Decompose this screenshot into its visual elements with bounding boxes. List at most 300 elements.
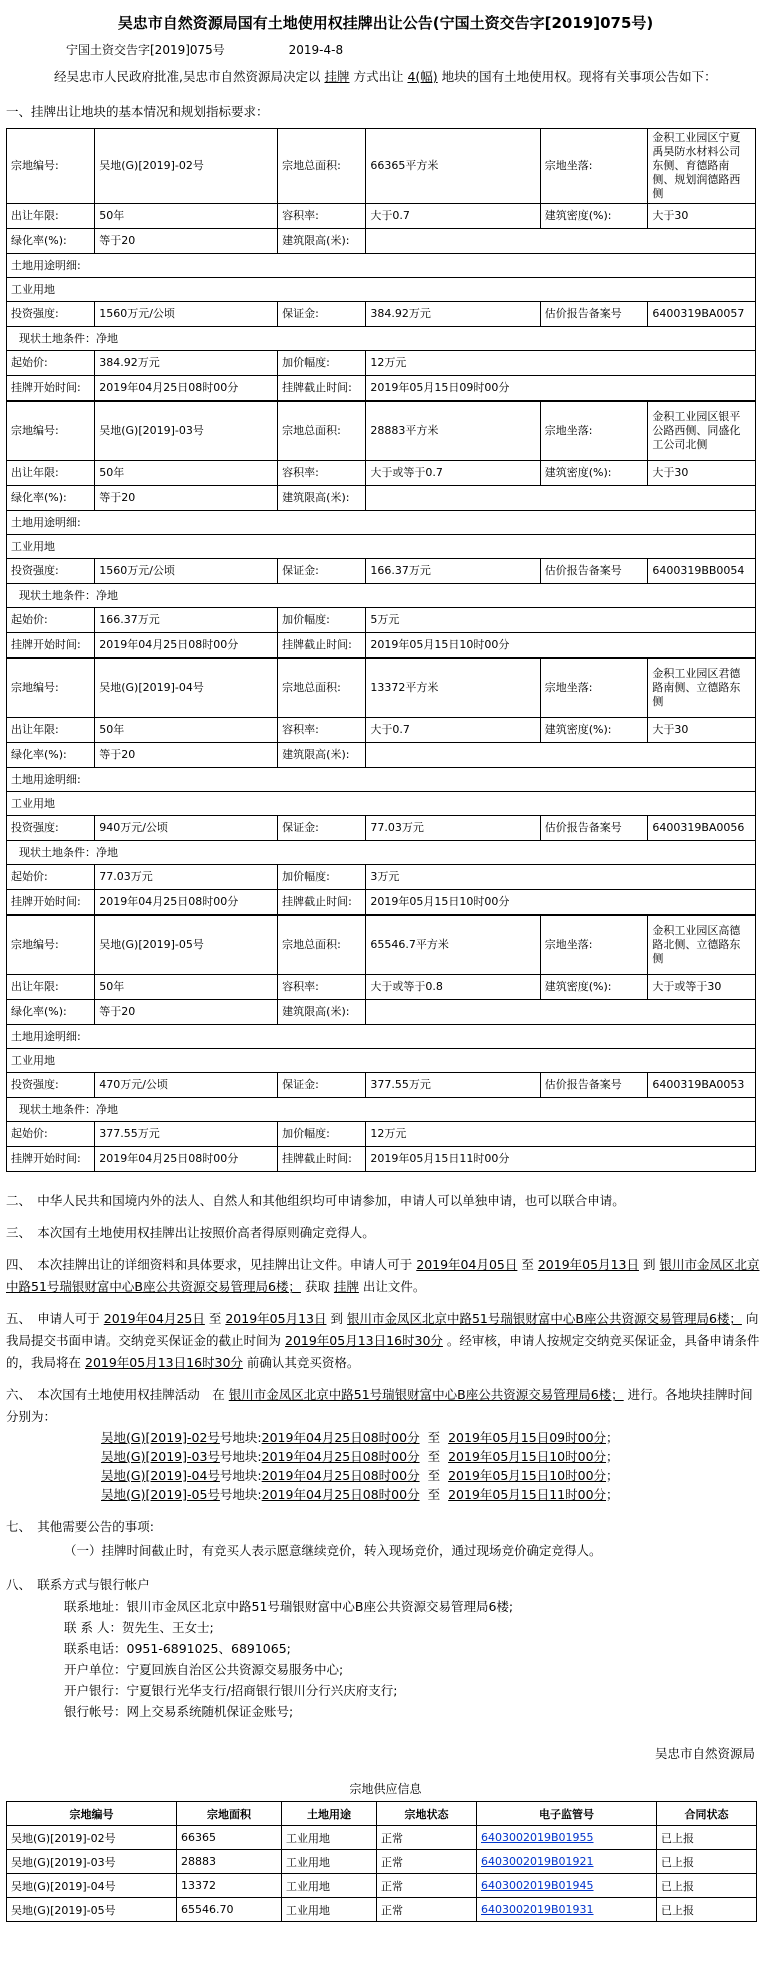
supply-cell: 工业用地 <box>282 1826 377 1850</box>
s5-confirm-time: 2019年05月13日16时30分 <box>85 1355 243 1370</box>
label-start-time: 挂牌开始时间: <box>7 633 95 658</box>
listing-time-item <box>101 1428 765 1447</box>
supply-row <box>7 1874 757 1898</box>
s4-text-e: 出让文件。 <box>362 1279 426 1294</box>
parcel-row-condition <box>7 584 756 608</box>
label-green: 绿化率(%): <box>7 1000 95 1025</box>
parcel-report: 6400319BA0053 <box>648 1073 756 1098</box>
parcel-row-code <box>7 129 756 204</box>
supply-cell: 正常 <box>377 1898 477 1922</box>
parcel-start-price: 166.37万元 <box>95 608 278 633</box>
parcel-row-code <box>7 402 756 461</box>
parcel-term: 50年 <box>95 718 278 743</box>
label-use-detail: 土地用途明细: <box>7 254 756 278</box>
supply-table <box>6 1801 757 1922</box>
parcel-increment: 12万元 <box>366 1122 756 1147</box>
label-start-time: 挂牌开始时间: <box>7 376 95 401</box>
parcel-row-price <box>7 865 756 890</box>
parcel-location: 金积工业园区宁夏禹昊防水材料公司东侧、育德路南侧、规划润德路西侧 <box>648 129 756 204</box>
parcel-far: 大于0.7 <box>366 204 540 229</box>
item-code: 吴地(G)[2019]-04号 <box>101 1468 220 1483</box>
supervision-link[interactable]: 6403002019B01931 <box>481 1903 594 1916</box>
contact-line: 联系电话：0951-6891025、6891065; <box>64 1641 291 1656</box>
item-to: 至 <box>427 1449 441 1464</box>
parcel-density: 大于30 <box>648 204 756 229</box>
label-use-detail: 土地用途明细: <box>7 1025 756 1049</box>
parcel-location: 金积工业园区君德路南侧、立德路东侧 <box>648 659 756 718</box>
parcel-invest: 1560万元/公顷 <box>95 559 278 584</box>
label-area: 宗地总面积: <box>278 402 366 461</box>
parcel-row-green <box>7 229 756 254</box>
s5-place: 银川市金凤区北京中路51号瑞银财富中心B座公共资源交易管理局6楼； <box>346 1311 742 1326</box>
section-7-title: 七、 其他需要公告的事项: <box>6 1519 154 1534</box>
item-code: 吴地(G)[2019]-03号 <box>101 1449 220 1464</box>
label-invest: 投资强度: <box>7 559 95 584</box>
item-code: 吴地(G)[2019]-02号 <box>101 1430 220 1445</box>
label-condition: 现状土地条件： <box>19 331 96 345</box>
s4-date-2: 2019年05月13日 <box>537 1257 639 1272</box>
parcel-area: 65546.7平方米 <box>366 916 540 975</box>
label-code: 宗地编号: <box>7 402 95 461</box>
parcel-row-invest <box>7 816 756 841</box>
parcel-condition-cell <box>7 327 756 351</box>
item-mid: 号地块: <box>219 1487 262 1502</box>
intro-method: 挂牌 <box>324 69 350 84</box>
supply-cell: 正常 <box>377 1874 477 1898</box>
parcel-green: 等于20 <box>95 486 278 511</box>
label-height: 建筑限高(米): <box>278 229 366 254</box>
parcel-use: 工业用地 <box>7 1049 756 1073</box>
intro-text-1: 经吴忠市人民政府批准,吴忠市自然资源局决定以 <box>54 69 321 84</box>
item-to: 至 <box>427 1430 441 1445</box>
parcel-increment: 5万元 <box>366 608 756 633</box>
parcel-row-green <box>7 486 756 511</box>
s6-place: 银川市金凤区北京中路51号瑞银财富中心B座公共资源交易管理局6楼； <box>228 1387 624 1402</box>
parcel-condition: 净地 <box>96 588 118 602</box>
parcel-condition: 净地 <box>96 845 118 859</box>
supply-cell: 13372 <box>177 1874 282 1898</box>
label-invest: 投资强度: <box>7 1073 95 1098</box>
item-start: 2019年04月25日08时00分 <box>261 1449 420 1464</box>
label-green: 绿化率(%): <box>7 743 95 768</box>
supply-row <box>7 1850 757 1874</box>
parcel-report: 6400319BA0057 <box>648 302 756 327</box>
parcel-area: 28883平方米 <box>366 402 540 461</box>
label-report: 估价报告备案号 <box>540 559 648 584</box>
item-start: 2019年04月25日08时00分 <box>261 1487 420 1502</box>
label-report: 估价报告备案号 <box>540 302 648 327</box>
label-height: 建筑限高(米): <box>278 1000 366 1025</box>
parcel-condition: 净地 <box>96 1102 118 1116</box>
label-density: 建筑密度(%): <box>540 461 648 486</box>
label-code: 宗地编号: <box>7 916 95 975</box>
section-7-item: （一）挂牌时间截止时，有竞买人表示愿意继续竞价，转入现场竞价，通过现场竞价确定竞得人。 <box>64 1543 602 1558</box>
parcel-row-code <box>7 916 756 975</box>
parcel-row-use <box>7 1049 756 1073</box>
s5-deadline: 2019年05月13日16时30分 <box>285 1333 443 1348</box>
page-title: 吴忠市自然资源局国有土地使用权挂牌出让公告(宁国土资交告字[2019]075号) <box>117 14 654 32</box>
supply-header-cell: 宗地面积 <box>177 1802 282 1826</box>
parcel-row-code <box>7 659 756 718</box>
label-start-time: 挂牌开始时间: <box>7 890 95 915</box>
parcel-location: 金积工业园区高德路北侧、立德路东侧 <box>648 916 756 975</box>
s5-date-1: 2019年04月25日 <box>103 1311 205 1326</box>
item-start: 2019年04月25日08时00分 <box>261 1468 420 1483</box>
parcel-row-use-detail <box>7 254 756 278</box>
supply-cell: 65546.70 <box>177 1898 282 1922</box>
parcel-height <box>366 486 756 511</box>
parcel-tables <box>6 128 765 1172</box>
parcel-increment: 3万元 <box>366 865 756 890</box>
supply-cell: 吴地(G)[2019]-02号 <box>7 1826 177 1850</box>
label-green: 绿化率(%): <box>7 486 95 511</box>
parcel-code: 吴地(G)[2019]-04号 <box>95 659 278 718</box>
parcel-density: 大于或等于30 <box>648 975 756 1000</box>
item-end: 2019年05月15日10时00分 <box>448 1468 607 1483</box>
label-green: 绿化率(%): <box>7 229 95 254</box>
label-term: 出让年限: <box>7 718 95 743</box>
parcel-green: 等于20 <box>95 1000 278 1025</box>
supply-cell: 正常 <box>377 1850 477 1874</box>
supply-header-cell: 宗地状态 <box>377 1802 477 1826</box>
supervision-link[interactable]: 6403002019B01921 <box>481 1855 594 1868</box>
doc-number: 宁国土资交告字[2019]075号 <box>66 43 225 57</box>
parcel-height <box>366 743 756 768</box>
label-end-time: 挂牌截止时间: <box>278 1147 366 1172</box>
label-density: 建筑密度(%): <box>540 975 648 1000</box>
contact-line: 联 系 人：贺先生、王女士; <box>64 1620 214 1635</box>
s4-date-1: 2019年04月05日 <box>416 1257 518 1272</box>
parcel-row-green <box>7 743 756 768</box>
parcel-end-time: 2019年05月15日09时00分 <box>366 376 756 401</box>
supervision-link[interactable]: 6403002019B01945 <box>481 1879 594 1892</box>
parcel-use: 工业用地 <box>7 792 756 816</box>
parcel-row-invest <box>7 302 756 327</box>
supervision-link[interactable]: 6403002019B01955 <box>481 1831 594 1844</box>
parcel-row-use <box>7 535 756 559</box>
parcel-green: 等于20 <box>95 229 278 254</box>
label-term: 出让年限: <box>7 975 95 1000</box>
intro-paragraph <box>6 66 765 88</box>
label-condition: 现状土地条件： <box>19 1102 96 1116</box>
parcel-deposit: 384.92万元 <box>366 302 540 327</box>
parcel-start-time: 2019年04月25日08时00分 <box>95 376 278 401</box>
item-to: 至 <box>427 1468 441 1483</box>
supply-cell[interactable] <box>477 1826 657 1850</box>
parcel-row-term <box>7 204 756 229</box>
label-code: 宗地编号: <box>7 659 95 718</box>
parcel-row-time <box>7 1147 756 1172</box>
label-invest: 投资强度: <box>7 302 95 327</box>
s4-text-a: 四、 本次挂牌出让的详细资料和具体要求，见挂牌出让文件。申请人可于 <box>6 1257 413 1272</box>
parcel-green: 等于20 <box>95 743 278 768</box>
supply-row <box>7 1898 757 1922</box>
label-deposit: 保证金: <box>278 302 366 327</box>
parcel-condition-cell <box>7 1098 756 1122</box>
label-location: 宗地坐落: <box>540 916 648 975</box>
parcel-row-invest <box>7 1073 756 1098</box>
s5-text-a: 五、 申请人可于 <box>6 1311 100 1326</box>
parcel-end-time: 2019年05月15日10时00分 <box>366 633 756 658</box>
parcel-start-price: 384.92万元 <box>95 351 278 376</box>
parcel-row-use <box>7 792 756 816</box>
parcel-end-time: 2019年05月15日11时00分 <box>366 1147 756 1172</box>
label-condition: 现状土地条件： <box>19 845 96 859</box>
contact-line: 开户单位：宁夏回族自治区公共资源交易服务中心; <box>64 1662 344 1677</box>
supply-cell: 已上报 <box>657 1874 757 1898</box>
s6-text-b: 进行。各地块挂牌时间分别为： <box>6 1387 753 1424</box>
s5-text-c: 到 <box>330 1311 343 1326</box>
label-code: 宗地编号: <box>7 129 95 204</box>
parcel-deposit: 77.03万元 <box>366 816 540 841</box>
section-6 <box>6 1384 765 1428</box>
signature: 吴忠市自然资源局 <box>654 1746 755 1761</box>
parcel-condition-cell <box>7 841 756 865</box>
listing-time-item <box>101 1466 765 1485</box>
label-area: 宗地总面积: <box>278 916 366 975</box>
label-use-detail: 土地用途明细: <box>7 768 756 792</box>
listing-time-list <box>101 1428 765 1504</box>
parcel-row-use <box>7 278 756 302</box>
supply-cell[interactable] <box>477 1898 657 1922</box>
label-start-time: 挂牌开始时间: <box>7 1147 95 1172</box>
s4-text-c: 到 <box>642 1257 656 1272</box>
parcel-row-condition <box>7 327 756 351</box>
parcel-row-green <box>7 1000 756 1025</box>
parcel-use: 工业用地 <box>7 278 756 302</box>
label-height: 建筑限高(米): <box>278 486 366 511</box>
label-deposit: 保证金: <box>278 559 366 584</box>
parcel-row-use-detail <box>7 511 756 535</box>
parcel-far: 大于或等于0.7 <box>366 461 540 486</box>
parcel-deposit: 377.55万元 <box>366 1073 540 1098</box>
parcel-start-time: 2019年04月25日08时00分 <box>95 890 278 915</box>
section-1-title: 一、挂牌出让地块的基本情况和规划指标要求： <box>6 104 269 119</box>
label-term: 出让年限: <box>7 204 95 229</box>
label-area: 宗地总面积: <box>278 129 366 204</box>
parcel-code: 吴地(G)[2019]-05号 <box>95 916 278 975</box>
s4-method: 挂牌 <box>333 1279 359 1294</box>
item-mid: 号地块: <box>219 1430 262 1445</box>
label-report: 估价报告备案号 <box>540 1073 648 1098</box>
item-end: 2019年05月15日11时00分 <box>448 1487 607 1502</box>
parcel-table <box>6 915 756 1172</box>
supply-cell[interactable] <box>477 1850 657 1874</box>
parcel-row-use-detail <box>7 1025 756 1049</box>
supply-cell[interactable] <box>477 1874 657 1898</box>
label-start-price: 起始价: <box>7 1122 95 1147</box>
item-end: 2019年05月15日09时00分 <box>448 1430 607 1445</box>
doc-date: 2019-4-8 <box>288 43 344 57</box>
contact-list <box>64 1596 765 1722</box>
section-4 <box>6 1254 765 1298</box>
s5-text-d: 向我局提交书面申请。交纳竞买保证金的截止时间为 <box>6 1311 759 1348</box>
parcel-term: 50年 <box>95 461 278 486</box>
label-far: 容积率: <box>278 975 366 1000</box>
parcel-row-term <box>7 975 756 1000</box>
parcel-report: 6400319BA0056 <box>648 816 756 841</box>
label-deposit: 保证金: <box>278 1073 366 1098</box>
parcel-height <box>366 229 756 254</box>
s4-place: 银川市金凤区北京中路51号瑞银财富中心B座公共资源交易管理局6楼； <box>6 1257 760 1294</box>
parcel-row-term <box>7 718 756 743</box>
parcel-table <box>6 128 756 401</box>
supply-cell: 工业用地 <box>282 1898 377 1922</box>
parcel-increment: 12万元 <box>366 351 756 376</box>
label-end-time: 挂牌截止时间: <box>278 376 366 401</box>
label-term: 出让年限: <box>7 461 95 486</box>
label-end-time: 挂牌截止时间: <box>278 633 366 658</box>
parcel-term: 50年 <box>95 975 278 1000</box>
section-8-title: 八、 联系方式与银行帐户 <box>6 1577 150 1592</box>
label-deposit: 保证金: <box>278 816 366 841</box>
parcel-deposit: 166.37万元 <box>366 559 540 584</box>
supply-cell: 正常 <box>377 1826 477 1850</box>
intro-count: 4(幅) <box>407 69 438 84</box>
label-condition: 现状土地条件： <box>19 588 96 602</box>
item-tail: ； <box>606 1487 619 1502</box>
parcel-condition: 净地 <box>96 331 118 345</box>
section-3: 三、 本次国有土地使用权挂牌出让按照价高者得原则确定竞得人。 <box>6 1225 375 1240</box>
label-height: 建筑限高(米): <box>278 743 366 768</box>
item-mid: 号地块: <box>219 1468 262 1483</box>
parcel-location: 金积工业园区银平公路西侧、同盛化工公司北侧 <box>648 402 756 461</box>
parcel-table <box>6 658 756 915</box>
item-to: 至 <box>427 1487 441 1502</box>
parcel-term: 50年 <box>95 204 278 229</box>
parcel-use: 工业用地 <box>7 535 756 559</box>
parcel-row-price <box>7 1122 756 1147</box>
parcel-start-price: 377.55万元 <box>95 1122 278 1147</box>
label-location: 宗地坐落: <box>540 659 648 718</box>
parcel-row-use-detail <box>7 768 756 792</box>
label-start-price: 起始价: <box>7 865 95 890</box>
label-location: 宗地坐落: <box>540 402 648 461</box>
label-report: 估价报告备案号 <box>540 816 648 841</box>
parcel-invest: 940万元/公顷 <box>95 816 278 841</box>
parcel-row-price <box>7 608 756 633</box>
doc-subheader <box>66 41 765 58</box>
supply-header-cell: 宗地编号 <box>7 1802 177 1826</box>
label-increment: 加价幅度: <box>278 1122 366 1147</box>
item-start: 2019年04月25日08时00分 <box>261 1430 420 1445</box>
parcel-invest: 470万元/公顷 <box>95 1073 278 1098</box>
parcel-end-time: 2019年05月15日10时00分 <box>366 890 756 915</box>
contact-line: 联系地址：银川市金凤区北京中路51号瑞银财富中心B座公共资源交易管理局6楼; <box>64 1599 514 1614</box>
supply-header-cell: 土地用途 <box>282 1802 377 1826</box>
supply-cell: 吴地(G)[2019]-04号 <box>7 1874 177 1898</box>
supply-cell: 吴地(G)[2019]-03号 <box>7 1850 177 1874</box>
item-end: 2019年05月15日10时00分 <box>448 1449 607 1464</box>
item-tail: ； <box>606 1449 619 1464</box>
label-far: 容积率: <box>278 718 366 743</box>
s5-text-b: 至 <box>208 1311 222 1326</box>
parcel-far: 大于或等于0.8 <box>366 975 540 1000</box>
parcel-code: 吴地(G)[2019]-03号 <box>95 402 278 461</box>
label-invest: 投资强度: <box>7 816 95 841</box>
supply-cell: 工业用地 <box>282 1874 377 1898</box>
parcel-far: 大于0.7 <box>366 718 540 743</box>
supply-row <box>7 1826 757 1850</box>
supply-cell: 吴地(G)[2019]-05号 <box>7 1898 177 1922</box>
parcel-start-time: 2019年04月25日08时00分 <box>95 633 278 658</box>
parcel-row-invest <box>7 559 756 584</box>
label-increment: 加价幅度: <box>278 865 366 890</box>
label-location: 宗地坐落: <box>540 129 648 204</box>
label-increment: 加价幅度: <box>278 608 366 633</box>
contact-line: 银行帐号：网上交易系统随机保证金账号; <box>64 1704 294 1719</box>
supply-cell: 28883 <box>177 1850 282 1874</box>
parcel-row-time <box>7 376 756 401</box>
parcel-row-price <box>7 351 756 376</box>
supply-title: 宗地供应信息 <box>349 1782 422 1796</box>
supply-cell: 已上报 <box>657 1898 757 1922</box>
intro-text-3: 地块的国有土地使用权。现将有关事项公告如下： <box>441 69 717 84</box>
supply-header-cell: 合同状态 <box>657 1802 757 1826</box>
parcel-row-term <box>7 461 756 486</box>
supply-cell: 66365 <box>177 1826 282 1850</box>
item-mid: 号地块: <box>219 1449 262 1464</box>
listing-time-item <box>101 1447 765 1466</box>
parcel-height <box>366 1000 756 1025</box>
s5-text-e: 。经审核，申请人按规定交纳竞买保证金，具备申请条件的，我局将在 <box>6 1333 760 1370</box>
label-use-detail: 土地用途明细: <box>7 511 756 535</box>
parcel-table <box>6 401 756 658</box>
supply-body <box>7 1826 757 1922</box>
parcel-start-time: 2019年04月25日08时00分 <box>95 1147 278 1172</box>
label-increment: 加价幅度: <box>278 351 366 376</box>
parcel-row-condition <box>7 841 756 865</box>
contact-line: 开户银行：宁夏银行光华支行/招商银行银川分行兴庆府支行; <box>64 1683 398 1698</box>
s6-text-a: 六、 本次国有土地使用权挂牌活动 在 <box>6 1387 225 1402</box>
parcel-report: 6400319BB0054 <box>648 559 756 584</box>
supply-cell: 已上报 <box>657 1850 757 1874</box>
section-5 <box>6 1308 765 1374</box>
supply-cell: 已上报 <box>657 1826 757 1850</box>
s5-date-2: 2019年05月13日 <box>225 1311 327 1326</box>
s5-text-f: 前确认其竞买资格。 <box>246 1355 360 1370</box>
supply-cell: 工业用地 <box>282 1850 377 1874</box>
label-far: 容积率: <box>278 204 366 229</box>
label-far: 容积率: <box>278 461 366 486</box>
item-tail: ； <box>606 1468 619 1483</box>
parcel-start-price: 77.03万元 <box>95 865 278 890</box>
parcel-density: 大于30 <box>648 718 756 743</box>
announcement-page <box>0 12 771 1922</box>
label-start-price: 起始价: <box>7 608 95 633</box>
parcel-row-condition <box>7 1098 756 1122</box>
s4-text-d: 获取 <box>304 1279 330 1294</box>
parcel-invest: 1560万元/公顷 <box>95 302 278 327</box>
label-density: 建筑密度(%): <box>540 718 648 743</box>
parcel-density: 大于30 <box>648 461 756 486</box>
item-tail: ； <box>606 1430 619 1445</box>
parcel-row-time <box>7 890 756 915</box>
parcel-condition-cell <box>7 584 756 608</box>
intro-text-2: 方式出让 <box>353 69 404 84</box>
parcel-code: 吴地(G)[2019]-02号 <box>95 129 278 204</box>
listing-time-item <box>101 1485 765 1504</box>
label-start-price: 起始价: <box>7 351 95 376</box>
s4-text-b: 至 <box>521 1257 534 1272</box>
supply-header-cell: 电子监管号 <box>477 1802 657 1826</box>
parcel-area: 66365平方米 <box>366 129 540 204</box>
label-area: 宗地总面积: <box>278 659 366 718</box>
parcel-area: 13372平方米 <box>366 659 540 718</box>
label-density: 建筑密度(%): <box>540 204 648 229</box>
section-2: 二、 中华人民共和国境内外的法人、自然人和其他组织均可申请参加，申请人可以单独申请，也可以联合申请。 <box>6 1193 625 1208</box>
label-end-time: 挂牌截止时间: <box>278 890 366 915</box>
